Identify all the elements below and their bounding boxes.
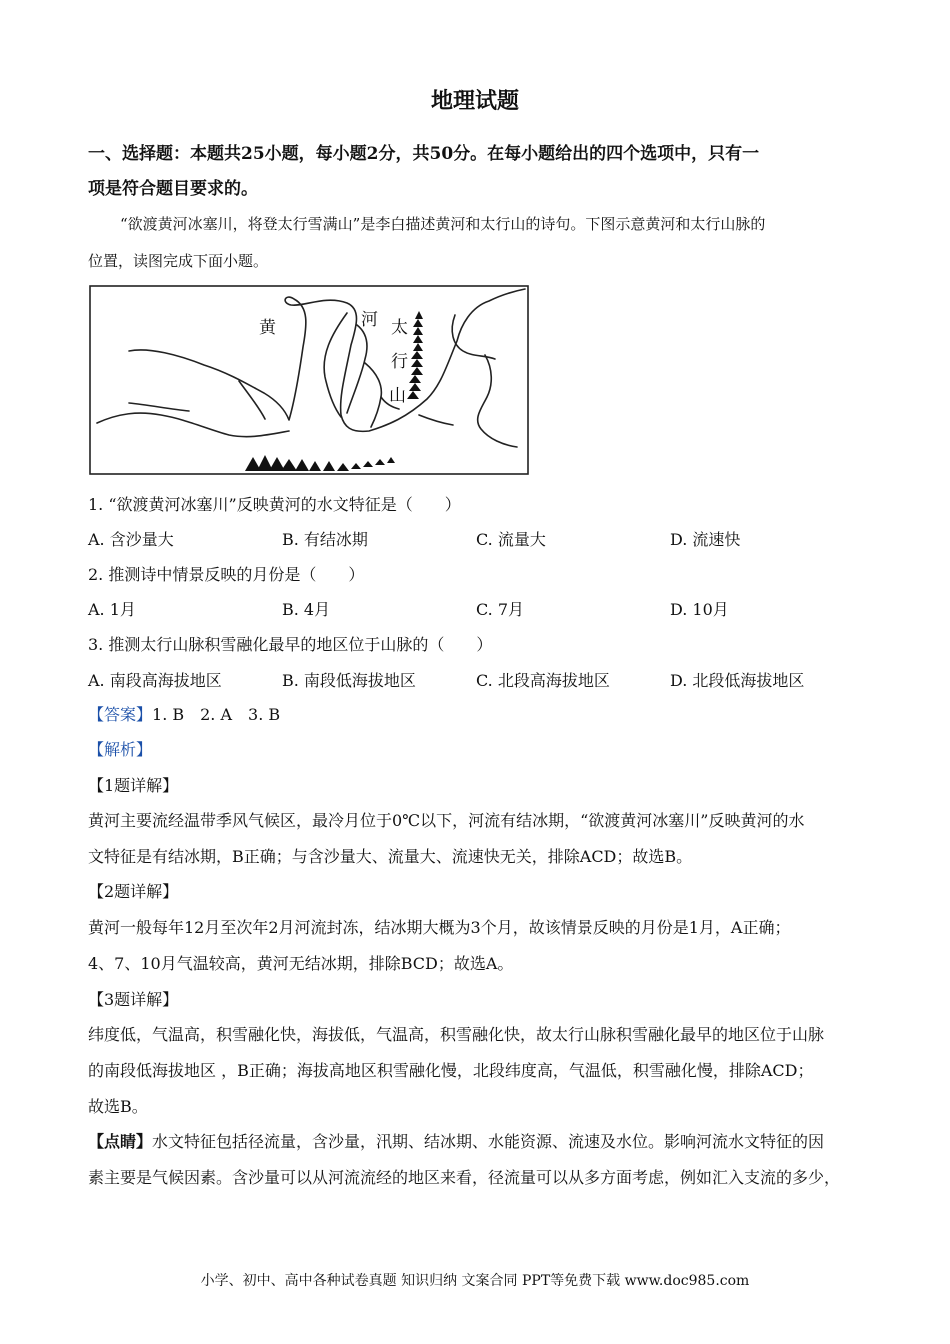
question-1-option-b: B. 有结冰期 <box>282 530 368 549</box>
detail-3-line-1: 纬度低，气温高，积雪融化快，海拔低，气温高，积雪融化快，故太行山脉积雪融化最早的地区位于山脉 <box>88 1025 825 1044</box>
tip-text-1: 水文特征包括径流量，含沙量，汛期、结冰期、水能资源、流速及水位。影响河流水文特征的因 <box>152 1132 825 1151</box>
detail-2-line-2: 4、7、10月气温较高，黄河无结冰期，排除BCD；故选A。 <box>88 954 514 973</box>
question-3-option-c: C. 北段高海拔地区 <box>476 671 610 690</box>
detail-3-tag: 【3题详解】 <box>88 990 179 1009</box>
tip-line-1 <box>88 1131 824 1153</box>
map-label-shan: 山 <box>389 386 406 406</box>
answer-line <box>88 704 280 726</box>
intro-line-2: 位置，读图完成下面小题。 <box>88 252 269 270</box>
detail-3-line-3: 故选B。 <box>88 1097 148 1116</box>
tip-tag: 【点睛】 <box>88 1132 153 1151</box>
question-2-stem: 2. 推测诗中情景反映的月份是（ ） <box>88 565 365 584</box>
analysis-tag: 【解析】 <box>88 740 153 759</box>
question-3-option-a: A. 南段高海拔地区 <box>88 671 222 690</box>
map-label-he: 河 <box>361 310 378 330</box>
question-2-option-a: A. 1月 <box>88 600 136 619</box>
question-3-option-d: D. 北段低海拔地区 <box>670 671 805 690</box>
detail-3-line-2: 的南段低海拔地区 ，B正确；海拔高地区积雪融化慢，北段纬度高，气温低，积雪融化慢，排除ACD； <box>88 1061 814 1080</box>
map-label-tai: 太 <box>391 318 408 338</box>
answer-text: 1. B 2. A 3. B <box>152 705 281 724</box>
question-1-stem: 1. “欲渡黄河冰塞川”反映黄河的水文特征是（ ） <box>88 495 461 514</box>
question-1-option-d: D. 流速快 <box>670 530 741 549</box>
detail-2-line-1: 黄河一般每年12月至次年2月河流封冻，结冰期大概为3个月，故该情景反映的月份是1月，A正确； <box>88 918 791 937</box>
intro-line-1: “欲渡黄河冰塞川，将登太行雪满山”是李白描述黄河和太行山的诗句。下图示意黄河和太行山脉的 <box>120 215 766 233</box>
question-3-option-b: B. 南段低海拔地区 <box>282 671 416 690</box>
tip-line-2: 素主要是气候因素。含沙量可以从河流流经的地区来看，径流量可以从多方面考虑，例如汇入支流的多少， <box>88 1168 841 1187</box>
detail-1-line-1: 黄河主要流经温带季风气候区，最冷月位于0℃以下，河流有结冰期，“欲渡黄河冰塞川”反映黄河的水 <box>88 811 805 830</box>
question-2-option-d: D. 10月 <box>670 600 729 619</box>
question-1-option-c: C. 流量大 <box>476 530 546 549</box>
yellow-river-taihang-map <box>89 285 529 475</box>
section-heading-line-1: 一、选择题：本题共25小题，每小题2分，共50分。在每小题给出的四个选项中，只有一 <box>88 144 760 164</box>
question-1-option-a: A. 含沙量大 <box>88 530 174 549</box>
section-heading-line-2: 项是符合题目要求的。 <box>88 179 258 199</box>
question-2-option-b: B. 4月 <box>282 600 331 619</box>
page-footer: 小学、初中、高中各种试卷真题 知识归纳 文案合同 PPT等免费下载 www.doc985.com <box>200 1273 750 1289</box>
detail-2-tag: 【2题详解】 <box>88 882 179 901</box>
answer-tag: 【答案】 <box>88 705 153 724</box>
question-3-stem: 3. 推测太行山脉积雪融化最早的地区位于山脉的（ ） <box>88 635 493 654</box>
detail-1-line-2: 文特征是有结冰期，B正确；与含沙量大、流量大、流速快无关，排除ACD；故选B。 <box>88 847 693 866</box>
map-frame <box>90 286 528 474</box>
question-2-option-c: C. 7月 <box>476 600 525 619</box>
map-label-xing: 行 <box>391 352 408 372</box>
detail-1-tag: 【1题详解】 <box>88 776 179 795</box>
map-label-huang: 黄 <box>259 318 276 338</box>
page-title: 地理试题 <box>430 88 519 114</box>
